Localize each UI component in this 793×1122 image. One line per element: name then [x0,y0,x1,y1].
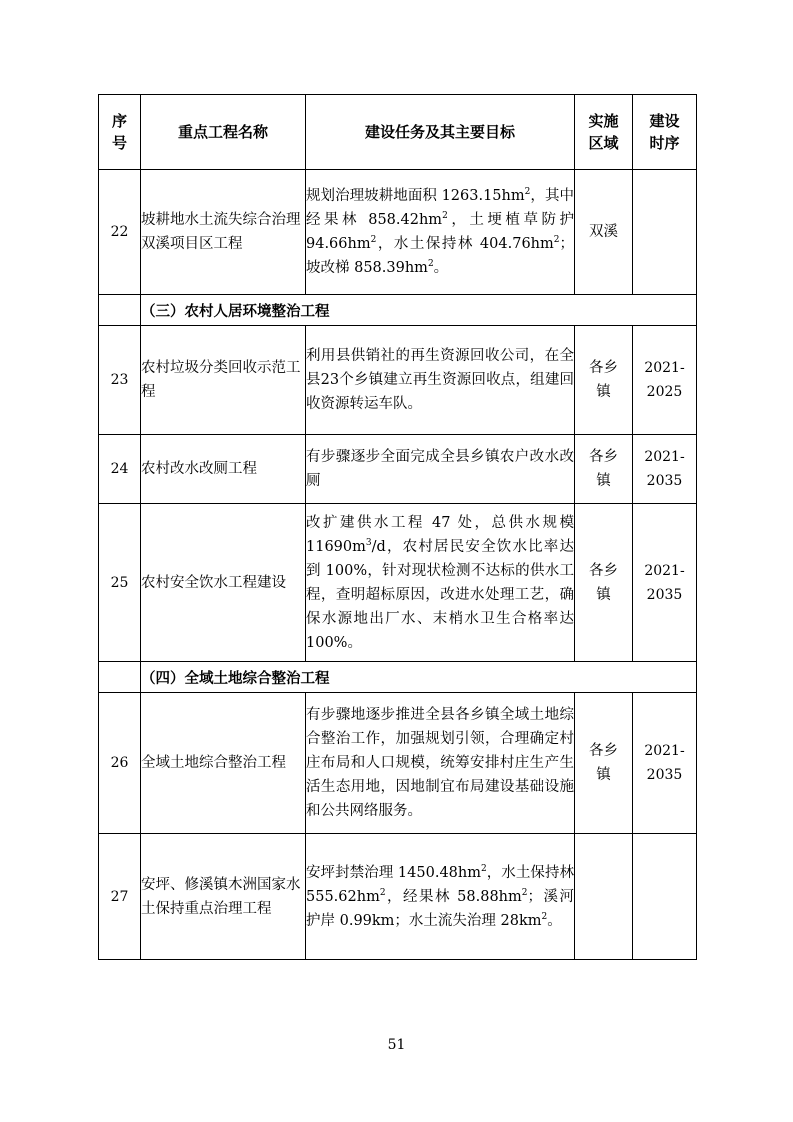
project-time [633,834,697,960]
section-spacer [99,295,141,326]
project-name: 安坪、修溪镇木洲国家水土保持重点治理工程 [141,834,306,960]
page-number: 51 [387,1037,406,1053]
table-row [99,504,697,662]
row-number: 22 [99,170,141,295]
table-row [99,170,697,295]
project-task: 有步骤地逐步推进全县各乡镇全域土地综合整治工作，加强规划引领，合理确定村庄布局和人口规模，统筹安排村庄生产生活生态用地，因地制宜布局建设基础设施和公共网络服务。 [306,693,575,834]
project-time: 2021- 2025 [633,326,697,435]
row-number: 25 [99,504,141,662]
project-area: 各乡 镇 [575,693,633,834]
project-time: 2021- 2035 [633,435,697,504]
project-task: 规划治理坡耕地面积 $1263.15hm^2$，其中经果林 $858.42hm^2$，土埂植草防护 $94.66hm^2$，水土保持林 $404.76hm^2$；坡改梯 $858.39hm^2$。 [306,170,575,295]
table-row [99,435,697,504]
project-area: 各乡 镇 [575,326,633,435]
header-row [99,95,697,170]
row-number: 27 [99,834,141,960]
project-task: 改扩建供水工程 47 处，总供水规模 $11690m^3/d$，农村居民安全饮水比率达到 100%，针对现状检测不达标的供水工程，查明超标原因，改进水处理工艺，确保水源地出厂水、末梢水卫生合格率达 100%。 [306,504,575,662]
project-name: 农村安全饮水工程建设 [141,504,306,662]
header-task: 建设任务及其主要目标 [306,95,575,170]
project-area: 各乡 镇 [575,504,633,662]
row-number: 24 [99,435,141,504]
project-area: 双溪 [575,170,633,295]
project-name: 农村垃圾分类回收示范工程 [141,326,306,435]
header-time: 建设 时序 [633,95,697,170]
project-task: 有步骤逐步全面完成全县乡镇农户改水改厕 [306,435,575,504]
project-task: 利用县供销社的再生资源回收公司，在全县23个乡镇建立再生资源回收点，组建回收资源转运车队。 [306,326,575,435]
project-task: 安坪封禁治理 $1450.48hm^2$，水土保持林 $555.62hm^2$，经果林 $58.88hm^2$；溪河护岸 0.99km；水土流失治理 $28km^2$。 [306,834,575,960]
project-time [633,170,697,295]
projects-table [98,94,697,960]
section-row [99,295,697,326]
project-time: 2021- 2035 [633,693,697,834]
section-spacer [99,662,141,693]
table-row [99,834,697,960]
project-name: 全域土地综合整治工程 [141,693,306,834]
project-area [575,834,633,960]
row-number: 23 [99,326,141,435]
header-area: 实施 区域 [575,95,633,170]
section-row [99,662,697,693]
header-name: 重点工程名称 [141,95,306,170]
project-time: 2021- 2035 [633,504,697,662]
table-row [99,326,697,435]
project-name: 坡耕地水土流失综合治理双溪项目区工程 [141,170,306,295]
table-row [99,693,697,834]
header-seq: 序 号 [99,95,141,170]
section-title: （四）全域土地综合整治工程 [141,662,697,693]
project-name: 农村改水改厕工程 [141,435,306,504]
row-number: 26 [99,693,141,834]
section-title: （三）农村人居环境整治工程 [141,295,697,326]
project-area: 各乡 镇 [575,435,633,504]
